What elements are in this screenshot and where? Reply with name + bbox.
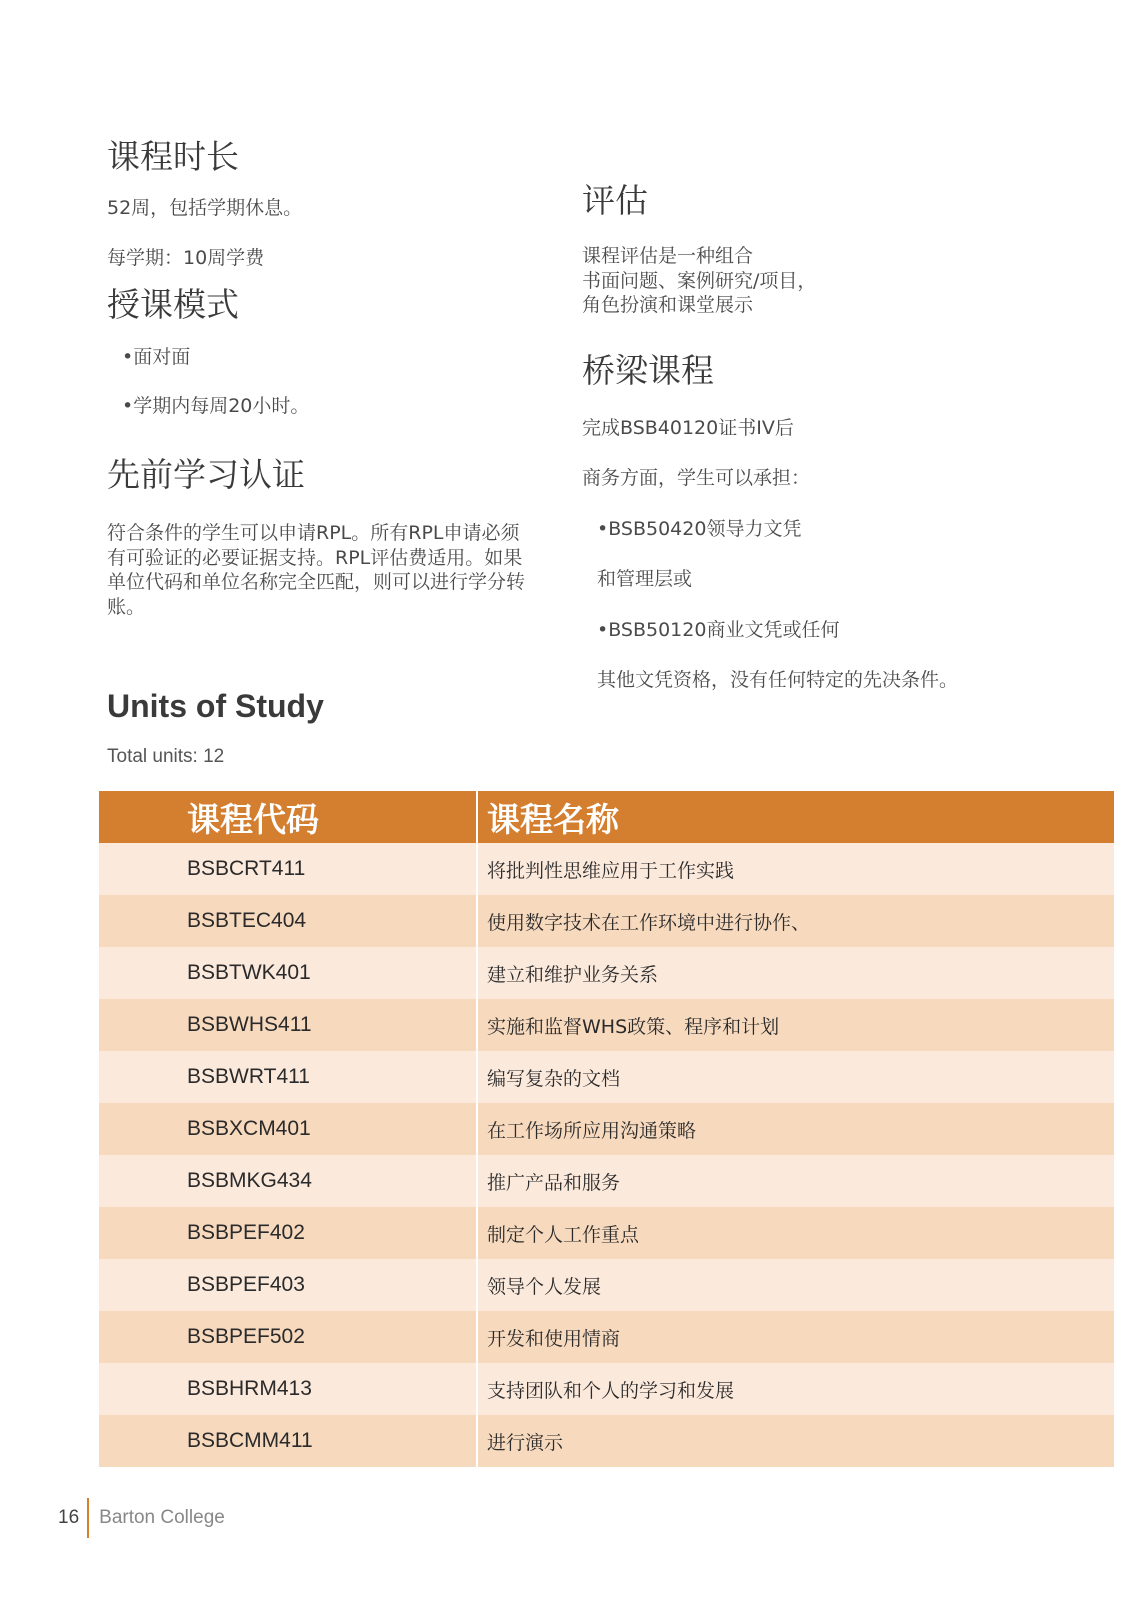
table-row — [99, 1415, 1114, 1467]
table-row — [99, 999, 1114, 1051]
table-row — [99, 1103, 1114, 1155]
unit-name: 制定个人工作重点 — [477, 1207, 1114, 1259]
bridging-text: 完成BSB40120证书IV后 — [582, 417, 794, 439]
bridging-item: •BSB50120商业文凭或任何 — [597, 619, 840, 641]
unit-name: 编写复杂的文档 — [477, 1051, 1114, 1103]
rpl-line: 单位代码和单位名称完全匹配，则可以进行学分转 — [107, 571, 526, 593]
units-title: Units of Study — [107, 688, 324, 724]
unit-name: 支持团队和个人的学习和发展 — [477, 1363, 1114, 1415]
delivery-item: •面对面 — [122, 346, 191, 368]
unit-name: 实施和监督WHS政策、程序和计划 — [477, 999, 1114, 1051]
table-row — [99, 1363, 1114, 1415]
unit-name: 使用数字技术在工作环境中进行协作、 — [477, 895, 1114, 947]
total-units: Total units: 12 — [107, 746, 225, 767]
table-row — [99, 947, 1114, 999]
table-row — [99, 1207, 1114, 1259]
delivery-item: •学期内每周20小时。 — [122, 395, 310, 417]
unit-name: 开发和使用情商 — [477, 1311, 1114, 1363]
table-row — [99, 1259, 1114, 1311]
rpl-line: 账。 — [107, 595, 146, 618]
duration-text: 52周，包括学期休息。 — [107, 197, 303, 219]
unit-name: 进行演示 — [477, 1415, 1114, 1467]
assessment-line: 角色扮演和课堂展示 — [582, 294, 754, 316]
unit-name: 领导个人发展 — [477, 1259, 1114, 1311]
unit-code: BSBCMM411 — [99, 1415, 477, 1467]
rpl-line: 符合条件的学生可以申请RPL。所有RPL申请必须 — [107, 522, 520, 544]
col-name-header: 课程名称 — [477, 791, 1114, 843]
page-footer — [58, 1498, 225, 1538]
unit-name: 在工作场所应用沟通策略 — [477, 1103, 1114, 1155]
bridging-text: 商务方面，学生可以承担： — [582, 467, 811, 489]
unit-name: 推广产品和服务 — [477, 1155, 1114, 1207]
rpl-paragraph — [107, 521, 525, 619]
rpl-heading: 先前学习认证 — [107, 455, 305, 494]
assessment-line: 书面问题、案例研究/项目， — [582, 269, 817, 292]
unit-code: BSBPEF402 — [99, 1207, 477, 1259]
table-row — [99, 1051, 1114, 1103]
rpl-line: 有可验证的必要证据支持。RPL评估费适用。如果 — [107, 546, 523, 569]
unit-code: BSBXCM401 — [99, 1103, 477, 1155]
unit-name: 将批判性思维应用于工作实践 — [477, 843, 1114, 895]
assessment-heading: 评估 — [582, 181, 648, 220]
unit-code: BSBTWK401 — [99, 947, 477, 999]
table-row — [99, 1155, 1114, 1207]
unit-code: BSBMKG434 — [99, 1155, 477, 1207]
unit-name: 建立和维护业务关系 — [477, 947, 1114, 999]
unit-code: BSBWRT411 — [99, 1051, 477, 1103]
page-number: 16 — [58, 1507, 80, 1528]
bridging-item: •BSB50420领导力文凭 — [597, 518, 802, 540]
table-row — [99, 843, 1114, 895]
table-row — [99, 895, 1114, 947]
term-fee-text: 每学期：10周学费 — [107, 247, 265, 269]
bridging-item-cont: 和管理层或 — [597, 568, 693, 590]
delivery-heading: 授课模式 — [107, 285, 239, 324]
unit-code: BSBCRT411 — [99, 843, 477, 895]
table-header-row — [99, 791, 1114, 843]
college-name: Barton College — [99, 1507, 225, 1528]
assessment-paragraph — [582, 244, 816, 318]
unit-code: BSBHRM413 — [99, 1363, 477, 1415]
unit-code: BSBPEF502 — [99, 1311, 477, 1363]
table-row — [99, 1311, 1114, 1363]
col-code-header: 课程代码 — [99, 791, 477, 843]
unit-code: BSBTEC404 — [99, 895, 477, 947]
bridging-heading: 桥梁课程 — [582, 351, 714, 390]
duration-heading: 课程时长 — [107, 137, 239, 176]
unit-code: BSBWHS411 — [99, 999, 477, 1051]
units-table — [99, 791, 1114, 1467]
unit-code: BSBPEF403 — [99, 1259, 477, 1311]
assessment-line: 课程评估是一种组合 — [582, 245, 754, 267]
bridging-item-cont: 其他文凭资格，没有任何特定的先决条件。 — [597, 669, 959, 691]
